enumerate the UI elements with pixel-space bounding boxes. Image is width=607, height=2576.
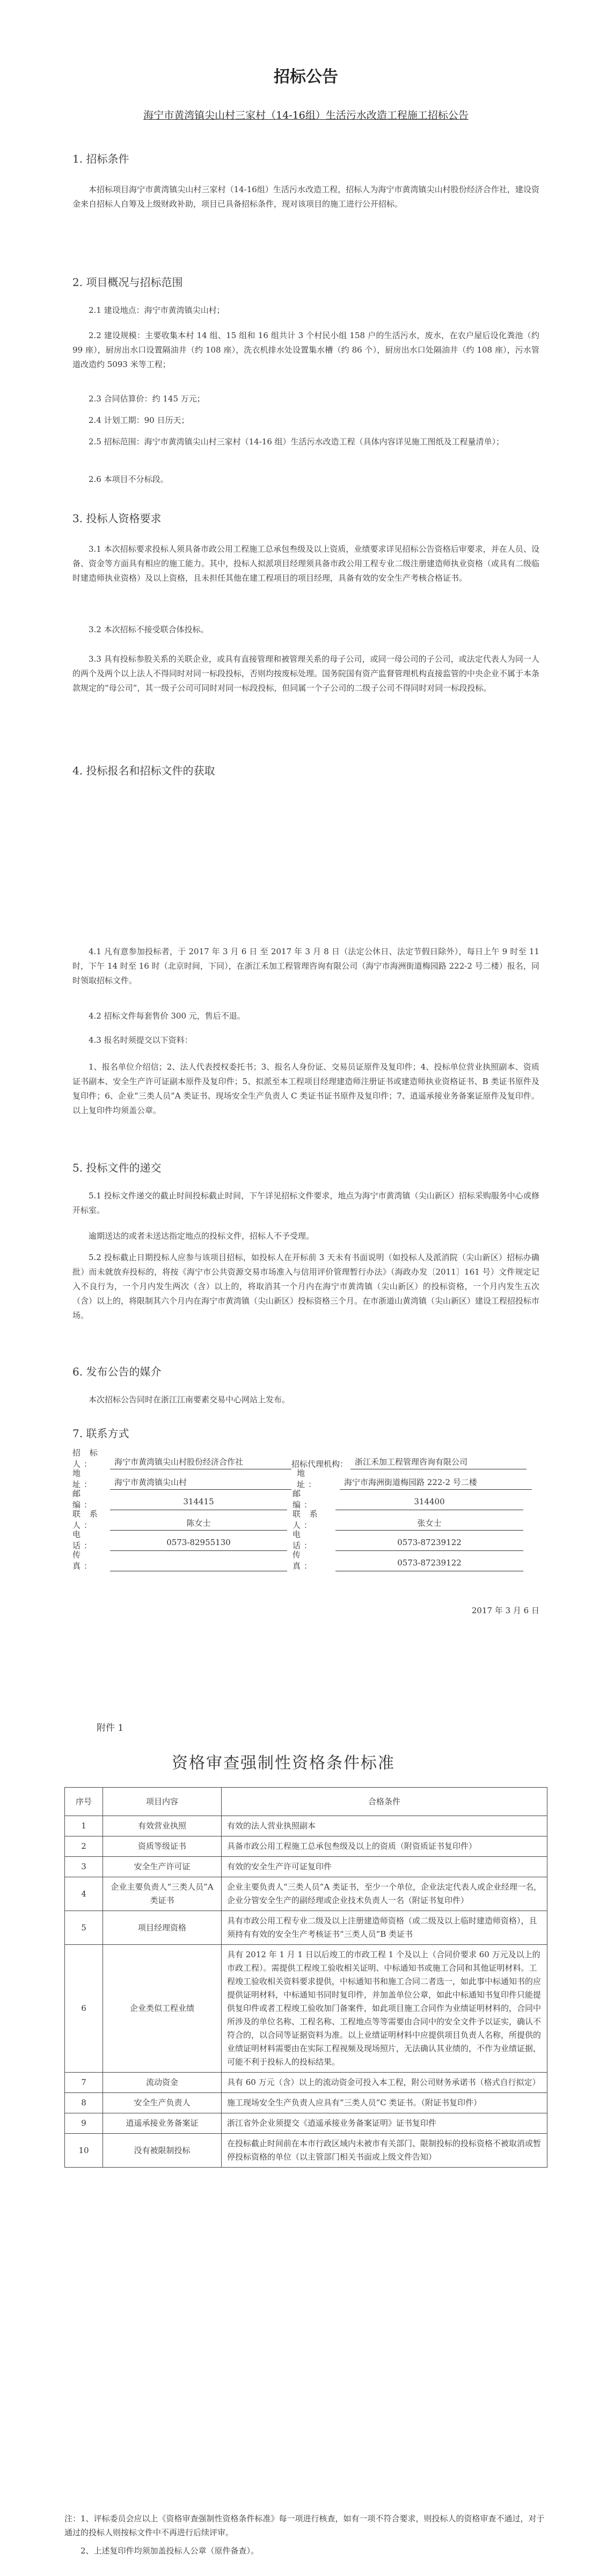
section-6-text: 本次招标公告同时在浙江江南要素交易中心网站上发布。 bbox=[89, 1395, 290, 1404]
table-header-row bbox=[65, 1788, 547, 1816]
contact-label: 招 标 人： bbox=[72, 1448, 101, 1469]
section-4-p3: 4.3 报名时须提交以下资料： bbox=[89, 1035, 193, 1045]
section-3-p2: 3.2 本次招标不接受联合体投标。 bbox=[89, 625, 209, 634]
row-item: 有效营业执照 bbox=[103, 1816, 222, 1836]
row-condition: 具有市政公用工程专业二级及以上注册建造师资格（或二级及以上临时建造师资格），且须持有有效的安全生产考核证书“三类人员”B 类证书 bbox=[222, 1911, 547, 1945]
row-condition: 具有 60 万元（含）以上的流动资金可投入本工程，附公司财务承诺书（格式自行拟定） bbox=[222, 2073, 547, 2093]
contact-value: 海宁市黄湾镇尖山村股份经济合作社 bbox=[110, 1456, 291, 1469]
section-2-item: 2.4 计划工期：90 日历天； bbox=[89, 415, 189, 425]
section-heading-1: 1. 招标条件 bbox=[72, 152, 129, 165]
contact-row bbox=[72, 1490, 539, 1510]
contact-value: 0573-82955130 bbox=[110, 1538, 287, 1551]
header-cell-index: 序号 bbox=[65, 1788, 103, 1816]
row-index: 9 bbox=[65, 2113, 103, 2134]
table-row bbox=[65, 1877, 547, 1911]
header-cell-item: 项目内容 bbox=[103, 1788, 222, 1816]
contact-label: 传 真： bbox=[292, 1550, 327, 1571]
table-row bbox=[65, 1836, 547, 1857]
section-3-p3: 3.3 具有投标参股关系的关联企业，或具有直接管理和被管理关系的母子公司，或同一母公司的子公司，或法定代表人为同一人的两个及两个以上法人不得同时对同一标段投标，否则均按废标处理。国务院国有资产监督管理机构直接监管的中央企业不属于本条款规定的“母公司”，其一级子公司可同时对同一标段投标，但同属一个子公司的二级子公司不得同时对同一标段投标。 bbox=[72, 654, 540, 693]
table-row bbox=[65, 1816, 547, 1836]
appendix-title: 资格审查强制性资格条件标准 bbox=[172, 1754, 395, 1773]
contact-label: 地 址： bbox=[297, 1468, 331, 1489]
contact-label: 邮 编： bbox=[72, 1489, 107, 1510]
section-1-text: 本招标项目海宁市黄湾镇尖山村三家村（14-16组）生活污水改造工程，招标人为海宁市黄湾镇尖山村股份经济合作社，建设资金来自招标人自筹及上级财政补助，项目已具备招标条件，现对该项目的施工进行公开招标。 bbox=[72, 185, 539, 209]
contact-value: 海宁市海洲街道梅园路 222-2 号二楼 bbox=[340, 1476, 532, 1490]
section-heading-5: 5. 投标文件的递交 bbox=[72, 1161, 162, 1174]
contact-row bbox=[72, 1469, 539, 1490]
section-heading-4: 4. 投标报名和招标文件的获取 bbox=[72, 764, 215, 777]
table-row bbox=[65, 1945, 547, 2073]
contact-value: 314415 bbox=[110, 1497, 287, 1510]
section-2-item: 2.5 招标范围：海宁市黄湾镇尖山村三家村（14-16 组）生活污水改造工程（具体内容详见施工图纸及工程量清单）； bbox=[89, 437, 504, 447]
row-item: 企业主要负责人“三类人员”A 类证书 bbox=[103, 1877, 222, 1911]
section-heading-3: 3. 投标人资格要求 bbox=[72, 512, 162, 525]
appendix-note: 注：1、评标委员会应以上《资格审查强制性资格条件标准》每一项进行核查，如有一项不符合要求，则投标人的资格审查不通过，对于通过的投标人则按标文件中不再进行后续评审。 bbox=[64, 2514, 545, 2537]
contact-table bbox=[72, 1449, 539, 1571]
contact-row bbox=[72, 1449, 539, 1469]
row-item: 安全生产许可证 bbox=[103, 1857, 222, 1877]
row-condition: 有效的法人营业执照副本 bbox=[222, 1816, 547, 1836]
section-4-p1: 4.1 凡有意参加投标者，于 2017 年 3 月 6 日 至 2017 年 3 月 8 日（法定公休日、法定节假日除外），每日上午 9 时至 11 时，下午 14 时至 16 时（北京时间，下同），在浙江禾加工程管理咨询有限公司（海宁市海洲街道梅园路 222-2 号二楼）报名，同时领取招标文件。 bbox=[72, 947, 539, 985]
row-index: 10 bbox=[65, 2134, 103, 2168]
contact-value: 海宁市黄湾镇尖山村 bbox=[110, 1476, 291, 1490]
section-heading-2: 2. 项目概况与招标范围 bbox=[72, 276, 183, 289]
row-condition: 有效的安全生产许可证复印件 bbox=[222, 1857, 547, 1877]
table-row bbox=[65, 2134, 547, 2168]
row-index: 6 bbox=[65, 1945, 103, 2073]
contact-row bbox=[72, 1510, 539, 1531]
header-cell-condition: 合格条件 bbox=[222, 1788, 547, 1816]
row-index: 5 bbox=[65, 1911, 103, 1945]
contact-value: 张女士 bbox=[335, 1517, 523, 1531]
contact-label: 邮 编： bbox=[292, 1489, 327, 1510]
section-3-p1: 3.1 本次招标要求投标人须具备市政公用工程施工总承包叁级及以上资质，业绩要求详见招标公告资格后审要求，并在人员、设备、资金等方面具有相应的施工能力。其中，投标人拟派项目经理须具备市政公用工程专业二级注册建造师执业资格（或具有二级临时建造师执业资格）及以上资格，且未担任其他在建工程项目的项目经理，具备有效的安全生产考核合格证书。 bbox=[72, 544, 540, 583]
contact-value: 0573-87239122 bbox=[335, 1558, 523, 1571]
notice-title: 招标公告 bbox=[274, 68, 338, 86]
contact-value: 0573-87239122 bbox=[335, 1538, 523, 1551]
contact-value bbox=[110, 1558, 287, 1571]
section-4-p4: 1、报名单位介绍信；2、法人代表授权委托书；3、报名人身份证、交易员证原件及复印件；4、投标单位营业执照副本、资质证书副本、安全生产许可证副本原件及复印件；5、拟派至本工程项目经理建造师注册证书或建造师执业资格证书、B 类证书原件及复印件；6、企业“三类人员”A 类证书、现场安全生产负责人 C 类证书证书原件及复印件；7、逍遥承接业务备案证原件及复印件。以上复印件均须盖公章。 bbox=[72, 1062, 539, 1115]
contact-label: 传 真： bbox=[72, 1550, 107, 1571]
row-condition: 企业主要负责人“三类人员”A 类证书，至少一个单位，企业法定代表人或企业经理一名，企业分管安全生产的副经理或企业技术负责人一名（附证书复印件） bbox=[222, 1877, 547, 1911]
contact-label: 招标代理机构： bbox=[291, 1459, 348, 1469]
contact-label: 地 址： bbox=[72, 1468, 107, 1489]
row-index: 4 bbox=[65, 1877, 103, 1911]
section-2-item: 2.1 建设地点：海宁市黄湾镇尖山村； bbox=[89, 305, 225, 315]
notice-date: 2017 年 3 月 6 日 bbox=[471, 1606, 539, 1615]
row-item: 安全生产负责人 bbox=[103, 2093, 222, 2113]
section-5-p3: 5.2 投标截止日期投标人应参与该项目招标，如投标人在开标前 3 天未有书面说明（如投标人及派消院（尖山新区）招标办确批）而未就放弃投标的，将按《海宁市公共资源交易市场准入与信用评价管理暂行办法》（海政办发〔2011〕161 号）文件规定记入不良行为，一个月内发生两次（含）以上的，将取消其一个月内在海宁市黄湾镇（尖山新区）的投标资格，一个月内发生五次（含）以上的，将限制其六个月内在海宁市黄湾镇（尖山新区）投标资格三个月。在市浙道山黄湾镇（尖山新区）建设工程招投标市场。 bbox=[72, 1253, 540, 1320]
section-2-item: 2.2 建设规模：主要收集本村 14 组、15 组和 16 组共计 3 个村民小组 158 户的生活污水，废水，在农户屋后设化粪池（约 99 座），厨房出水口设置隔油井（约 108 座），洗衣机排水处设置集水槽（约 86 个），厨房出水口处隔油井（约 108 座），污水管道改造约 5093 米等工程； bbox=[72, 331, 539, 369]
section-4-p2: 4.2 招标文件每套售价 300 元，售后不退。 bbox=[89, 1011, 245, 1021]
contact-label: 联 系 人： bbox=[292, 1509, 321, 1530]
contact-label: 电 话： bbox=[292, 1529, 327, 1550]
section-5-p2: 逾期送达的或者未送达指定地点的投标文件，招标人不予受理。 bbox=[89, 1231, 315, 1241]
section-heading-6: 6. 发布公告的媒介 bbox=[72, 1365, 162, 1378]
row-condition: 施工现场安全生产负责人应具有“三类人员”C 类证书。（附证书复印件） bbox=[222, 2093, 547, 2113]
table-row bbox=[65, 2093, 547, 2113]
row-index: 7 bbox=[65, 2073, 103, 2093]
row-item: 流动资金 bbox=[103, 2073, 222, 2093]
table-row bbox=[65, 2113, 547, 2134]
row-item: 企业类似工程业绩 bbox=[103, 1945, 222, 2073]
table-row bbox=[65, 1911, 547, 1945]
section-2-item: 2.3 合同估算价：约 145 万元； bbox=[89, 394, 205, 404]
row-condition: 具备市政公用工程施工总承包叁级及以上的资质（附资质证书复印件） bbox=[222, 1836, 547, 1857]
row-item: 项目经理资格 bbox=[103, 1911, 222, 1945]
contact-value: 314400 bbox=[335, 1497, 523, 1510]
section-2-item: 2.6 本项目不分标段。 bbox=[89, 474, 169, 484]
qualification-table bbox=[64, 1787, 547, 2168]
contact-label: 联 系 人： bbox=[72, 1509, 101, 1530]
table-row bbox=[65, 2073, 547, 2093]
section-5-p1: 5.1 投标文件递交的截止时间投标截止时间，下午详见招标文件要求，地点为海宁市黄湾镇（尖山新区）招标采购服务中心或修开标室。 bbox=[72, 1191, 539, 1215]
notice-subtitle: 海宁市黄湾镇尖山村三家村（14-16组）生活污水改造工程施工招标公告 bbox=[143, 109, 469, 121]
row-index: 3 bbox=[65, 1857, 103, 1877]
row-condition: 浙江省外企业须提交《逍遥承接业务备案证明》证书复印件 bbox=[222, 2113, 547, 2134]
table-row bbox=[65, 1857, 547, 1877]
contact-row bbox=[72, 1531, 539, 1551]
contact-value: 陈女士 bbox=[110, 1517, 287, 1531]
row-condition: 在投标截止时间前在本市行政区域内未被市有关部门、限制投标的投标资格不被取消或暂停投标资格的单位（以主管部门相关书面或上级文件告知） bbox=[222, 2134, 547, 2168]
appendix-label: 附件 1 bbox=[97, 1723, 124, 1733]
row-condition: 具有 2012 年 1 月 1 日以后竣工的市政工程 1 个及以上（合同价要求 60 万元及以上的市政工程）。需提供工程竣工验收相关证明、中标通知书或施工合同和其他证明材料。工程竣工验收相关资料要求提供，中标通知书和施工合同二者选一，如此事中标通知书的应提供证明材料，中标通知书同时复印件，并加盖单位公章，如此中标通知书复印件只能提供复印件或者工程竣工验收加门备案件，如此项目施工合同作为业绩证明材料的，合同中所涉及的单位名称、工程名称、工程地点等等需要由合同中的安全文件予以证实，确认不符合的，以合同等证据资料为准。以上业绩证明材料中应提供项目负责人名称，所提供的业绩证明材料需要由在实际工程视频及现场照片，无法确认其业绩的，不作为业绩证据，可能不利于投标人的投标结果。 bbox=[222, 1945, 547, 2073]
row-item: 没有被限制投标 bbox=[103, 2134, 222, 2168]
row-index: 8 bbox=[65, 2093, 103, 2113]
row-index: 2 bbox=[65, 1836, 103, 1857]
contact-label: 电 话： bbox=[72, 1529, 107, 1550]
contact-row bbox=[72, 1551, 539, 1571]
row-item: 资质等级证书 bbox=[103, 1836, 222, 1857]
row-item: 逍遥承接业务备案证 bbox=[103, 2113, 222, 2134]
contact-value: 浙江禾加工程管理咨询有限公司 bbox=[350, 1456, 526, 1469]
section-heading-7: 7. 联系方式 bbox=[72, 1427, 129, 1440]
row-index: 1 bbox=[65, 1816, 103, 1836]
appendix-note: 2、上述复印件均须加盖投标人公章（原件备查）。 bbox=[81, 2546, 259, 2556]
